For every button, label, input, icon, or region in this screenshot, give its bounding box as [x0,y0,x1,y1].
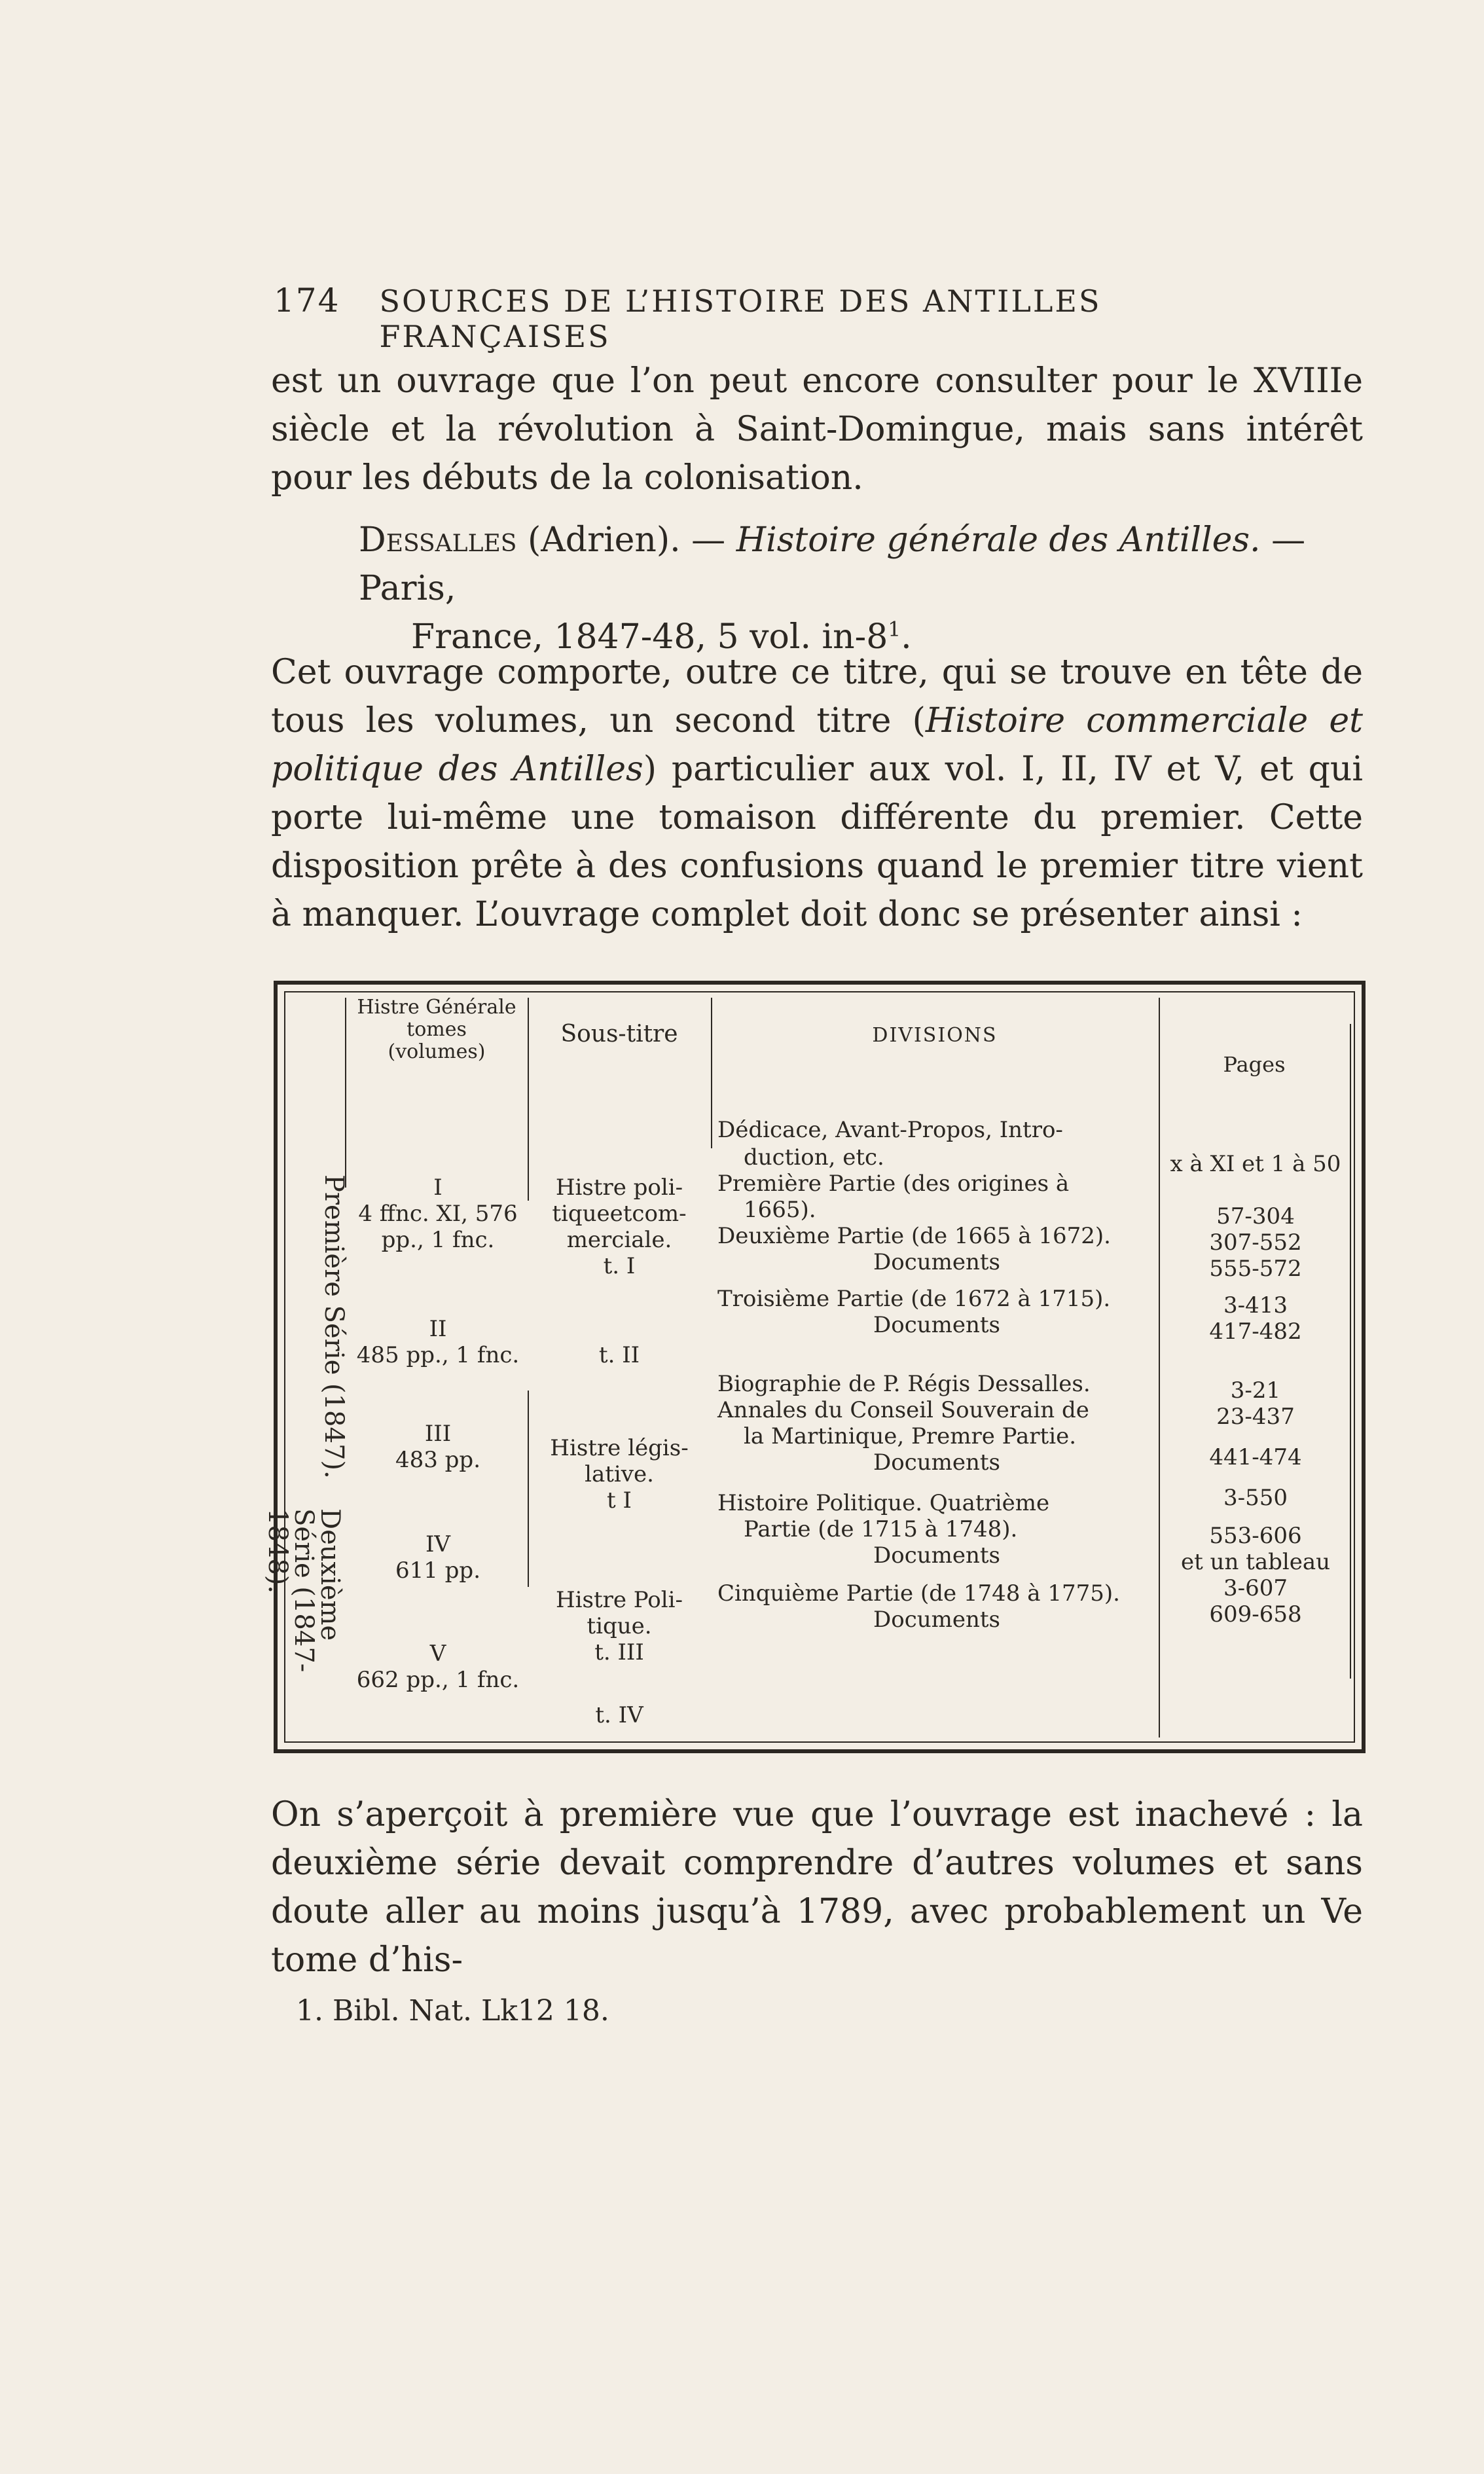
series-1-label: Première Série (1847). [319,1174,349,1479]
subtitle-2: t. II [598,1342,640,1368]
subtitle-5: t. IV [595,1702,643,1728]
volume-4: IV 611 pp. [395,1531,481,1584]
series-2-label: Deuxième Série (1847-1848). [262,1508,345,1673]
header-volumes: Histre Générale tomes (volumes) [357,996,516,1063]
volume-2: II 485 pp., 1 fnc. [356,1316,520,1368]
subtitle-1: Histre poli- tiqueetcom- merciale. t. I [552,1174,687,1279]
bibl-author: Dessalles [359,520,517,560]
para3-text: On s’aperçoit à première vue que l’ouvrage est inachevé : la deuxième série devait comprendre d’autres volumes et sans doute aller au moins jusqu’à 1789, avec probablement un Ve tome d’his- [271,1795,1363,1980]
page-header [274,282,1203,354]
header-pages: Pages [1223,1052,1286,1077]
bibl-rest: — Paris, [359,520,1306,608]
second-paragraph [271,648,1363,939]
col-rule [711,998,712,1148]
pages-list: x à XI et 1 à 50 57-304 307-552 555-572 3-413 417-482 3-21 23-437 441-474 3-550 553-606 et un tableau 3-607 609-658 [1170,1151,1341,1628]
footnote-mark: 1 [888,617,901,642]
bibliography-entry [359,516,1367,661]
running-title: SOURCES DE L’HISTOIRE DES ANTILLES FRANÇAISES [379,283,1102,354]
para2-italic-title: Histoire commerciale et politique des Antilles [271,701,1363,789]
volume-1: I 4 ffnc. XI, 576 pp., 1 fnc. [358,1174,518,1253]
header-divisions: DIVISIONS [872,1024,998,1047]
para2-part2: ) particulier aux vol. I, II, IV et V, et qui porte lui-même une tomaison différente du premier. Cette disposition prête à des confusions quand le premier titre vient à manquer. L’ouvrage complet doit donc se présenter ainsi : [271,750,1363,934]
intro-paragraph [271,357,1363,502]
intro-text: est un ouvrage que l’on peut encore consulter pour le XVIIIe siècle et la révolution à Saint-Domingue, mais sans intérêt pour les débuts de la colonisation. [271,361,1363,498]
subtitle-3: Histre légis- lative. t I [550,1435,689,1514]
third-paragraph [271,1791,1363,1984]
divisions-list: Dédicace, Avant-Propos, Intro- duction, etc. Première Partie (des origines à 1665). Deuxième Partie (de 1665 à 1672). Documents Troisième Partie (de 1672 à 1715). Documents Biographie de P. Régis Dessalles. Annales du Conseil Souverain de la Martinique, Premre Partie. Documents Histoire Politique. Quatrième Partie (de 1715 à 1748). Documents Cinquième Partie (de 1748 à 1775). Documents [717,1117,1120,1633]
bibl-title: Histoire générale des Antilles. [736,520,1261,560]
para2-part1: Cet ouvrage comporte, outre ce titre, qui se trouve en tête de tous les volumes, un second titre ( [271,653,1363,740]
header-subtitle: Sous-titre [560,1021,678,1047]
bibl-given-name: (Adrien). — [527,520,726,560]
volumes-table [262,981,1366,1753]
bibl-publication: France, 1847-48, 5 vol. in-8 [411,617,888,657]
subtitle-4: Histre Poli- tique. t. III [555,1587,683,1665]
page-number: 174 [274,282,340,319]
footnote: 1. Bibl. Nat. Lk12 18. [296,1994,609,2028]
bibl-end: . [901,617,912,657]
volume-3: III 483 pp. [395,1421,481,1473]
volume-5: V 662 pp., 1 fnc. [356,1641,520,1693]
